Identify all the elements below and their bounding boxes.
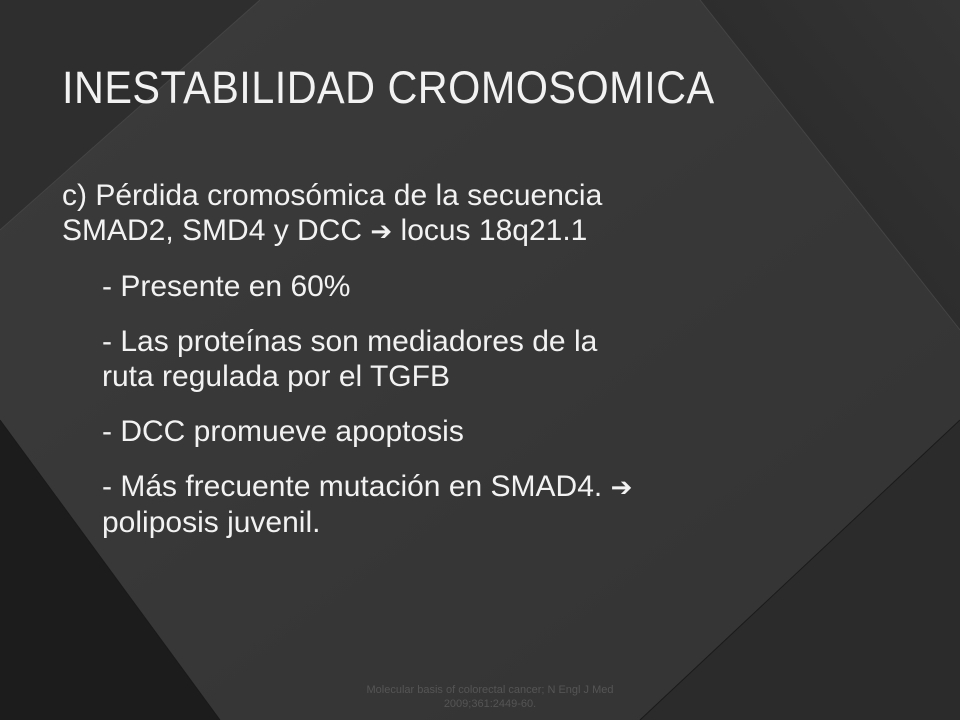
bullet-presente (62, 269, 822, 304)
bullet-proteinas (62, 324, 822, 394)
intro-line-2 (62, 213, 822, 249)
slide-title: INESTABILIDAD CROMOSOMICA (62, 62, 715, 113)
footer-line-1: Molecular basis of colorectal cancer; N Engl J Med (366, 684, 614, 696)
intro-text-a: SMAD2, SMD4 y DCC (62, 214, 371, 247)
bullet-1-text: - Presente en 60% (102, 270, 351, 303)
footer-line-2: 2009;361:2449-60. (443, 698, 537, 710)
arrow-right-icon: ➔ (370, 216, 393, 246)
slide-footer-citation (310, 683, 670, 711)
intro-line-1: c) Pérdida cromosómica de la secuencia (62, 179, 603, 212)
intro-paragraph (62, 178, 822, 249)
bullet-smad4 (62, 469, 822, 540)
slide-body (62, 178, 822, 560)
bullet-4-line-2: poliposis juvenil. (102, 506, 321, 539)
intro-text-b: locus 18q21.1 (392, 214, 588, 247)
bullet-2-line-1: - Las proteínas son mediadores de la (102, 325, 598, 358)
bullet-4-line-1 (102, 469, 822, 505)
bullet-4-text: - Más frecuente mutación en SMAD4. (102, 470, 611, 503)
arrow-right-icon: ➔ (610, 472, 633, 502)
bullet-3-text: - DCC promueve apoptosis (102, 415, 464, 448)
bullet-2-line-2: ruta regulada por el TGFB (102, 360, 450, 393)
bullet-dcc (62, 414, 822, 449)
